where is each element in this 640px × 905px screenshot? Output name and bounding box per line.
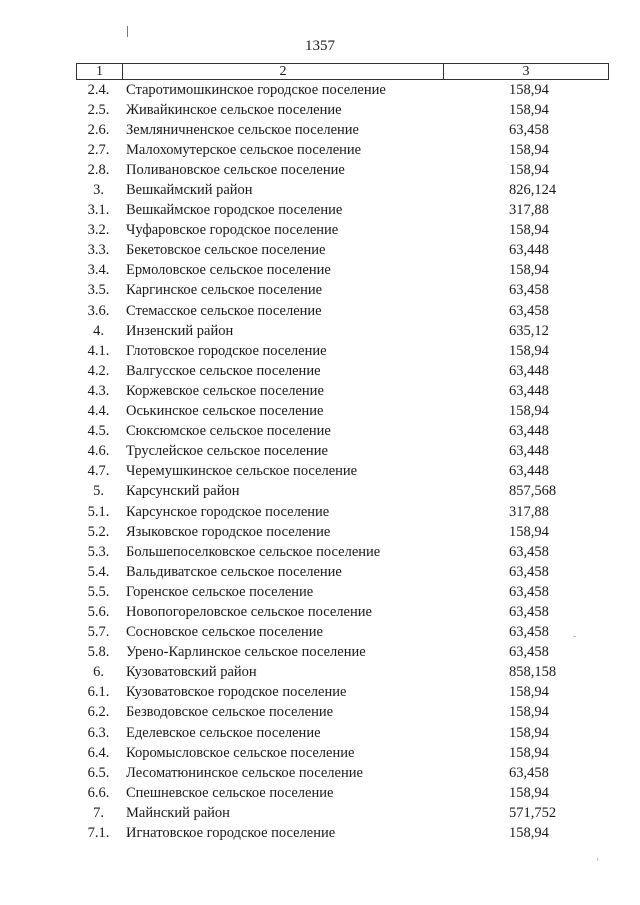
row-name: Новопогореловское сельское поселение: [126, 603, 372, 620]
table-row: [76, 221, 609, 241]
row-value: 158,94: [509, 724, 549, 741]
table-row: [76, 602, 609, 622]
row-number: 3.: [93, 182, 104, 199]
row-number: 5.6.: [87, 603, 110, 620]
row-name: Лесоматюнинское сельское поселение: [126, 764, 363, 781]
row-value: 63,458: [509, 563, 549, 580]
table-row: [76, 100, 609, 120]
row-value: 571,752: [509, 804, 557, 821]
table-row: [76, 402, 609, 422]
row-name: Спешневское сельское поселение: [126, 784, 334, 801]
table-row: [76, 703, 609, 723]
row-name: Инзенский район: [126, 322, 234, 339]
row-name: Коромысловское сельское поселение: [126, 744, 355, 761]
table-row: [76, 301, 609, 321]
row-number: 4.: [93, 322, 104, 339]
row-name: Сосновское сельское поселение: [126, 624, 323, 641]
header-col-3: 3: [522, 63, 530, 79]
row-value: 63,448: [509, 463, 549, 480]
row-name: Оськинское сельское поселение: [126, 403, 324, 420]
scan-mark: [597, 858, 598, 861]
table-row: [76, 823, 609, 843]
row-name: Горенское сельское поселение: [126, 583, 314, 600]
header-col-1: 1: [77, 64, 123, 79]
row-name: Вальдиватское сельское поселение: [126, 563, 342, 580]
row-number: 6.3.: [87, 724, 110, 741]
table-header: [76, 63, 609, 80]
row-name: Ермоловское сельское поселение: [126, 262, 331, 279]
table-body: [76, 80, 609, 844]
row-value: 63,458: [509, 282, 549, 299]
row-number: 5.1.: [87, 503, 110, 520]
row-value: 158,94: [509, 523, 549, 540]
table-row: [76, 783, 609, 803]
row-number: 3.3.: [87, 242, 110, 259]
row-value: 63,458: [509, 543, 549, 560]
row-value: 158,94: [509, 81, 549, 98]
row-name: Валгусское сельское поселение: [126, 362, 321, 379]
row-name: Черемушкинское сельское поселение: [126, 463, 358, 480]
row-name: Карсунское городское поселение: [126, 503, 330, 520]
row-value: 158,94: [509, 161, 549, 178]
scan-mark: [127, 26, 128, 37]
row-name: Живайкинское сельское поселение: [126, 101, 342, 118]
row-name: Коржевское сельское поселение: [126, 382, 324, 399]
row-value: 858,158: [509, 664, 557, 681]
table-row: [76, 422, 609, 442]
scan-mark: [573, 636, 576, 637]
row-value: 63,458: [509, 583, 549, 600]
row-number: 3.6.: [87, 302, 110, 319]
table-row: [76, 683, 609, 703]
table-row: [76, 643, 609, 663]
row-value: 158,94: [509, 704, 549, 721]
row-name: Еделевское сельское поселение: [126, 724, 321, 741]
row-name: Земляничненское сельское поселение: [126, 121, 359, 138]
row-number: 2.6.: [87, 121, 110, 138]
row-number: 2.8.: [87, 161, 110, 178]
table-row: [76, 562, 609, 582]
table-row: [76, 482, 609, 502]
row-name: Стемасское сельское поселение: [126, 302, 322, 319]
row-number: 7.1.: [87, 825, 110, 842]
row-number: 4.1.: [87, 342, 110, 359]
row-number: 2.5.: [87, 101, 110, 118]
row-number: 3.1.: [87, 202, 110, 219]
row-number: 6.5.: [87, 764, 110, 781]
row-value: 63,458: [509, 603, 549, 620]
row-name: Большепоселковское сельское поселение: [126, 543, 381, 560]
table-row: [76, 241, 609, 261]
row-value: 158,94: [509, 784, 549, 801]
table-row: [76, 361, 609, 381]
table-row: [76, 261, 609, 281]
row-name: Труслейское сельское поселение: [126, 443, 328, 460]
table-row: [76, 281, 609, 301]
table-row: [76, 160, 609, 180]
table-row: [76, 502, 609, 522]
row-number: 6.2.: [87, 704, 110, 721]
row-name: Глотовское городское поселение: [126, 342, 327, 359]
table-row: [76, 663, 609, 683]
row-number: 4.5.: [87, 423, 110, 440]
row-name: Языковское городское поселение: [126, 523, 331, 540]
row-value: 317,88: [509, 503, 549, 520]
row-number: 6.6.: [87, 784, 110, 801]
row-name: Малохомутерское сельское поселение: [126, 141, 362, 158]
table-row: [76, 803, 609, 823]
row-value: 158,94: [509, 825, 549, 842]
row-number: 2.4.: [87, 81, 110, 98]
row-value: 63,458: [509, 302, 549, 319]
row-name: Кузоватовский район: [126, 664, 257, 681]
row-name: Карсунский район: [126, 483, 240, 500]
row-number: 3.4.: [87, 262, 110, 279]
row-value: 63,458: [509, 121, 549, 138]
row-number: 5.7.: [87, 624, 110, 641]
row-value: 158,94: [509, 403, 549, 420]
row-number: 3.2.: [87, 222, 110, 239]
row-number: 5.3.: [87, 543, 110, 560]
row-name: Каргинское сельское поселение: [126, 282, 323, 299]
row-name: Майнский район: [126, 804, 230, 821]
row-name: Чуфаровское городское поселение: [126, 222, 339, 239]
table-row: [76, 180, 609, 200]
row-value: 158,94: [509, 101, 549, 118]
row-value: 63,448: [509, 382, 549, 399]
row-value: 857,568: [509, 483, 557, 500]
row-value: 635,12: [509, 322, 549, 339]
table-row: [76, 321, 609, 341]
row-value: 317,88: [509, 202, 549, 219]
table-row: [76, 341, 609, 361]
table-row: [76, 723, 609, 743]
row-value: 63,448: [509, 242, 549, 259]
row-value: 158,94: [509, 744, 549, 761]
table-row: [76, 542, 609, 562]
row-name: Вешкаймский район: [126, 182, 253, 199]
row-name: Урено-Карлинское сельское поселение: [126, 644, 366, 661]
row-number: 6.4.: [87, 744, 110, 761]
row-number: 4.2.: [87, 362, 110, 379]
table-row: [76, 80, 609, 100]
table-row: [76, 623, 609, 643]
row-value: 63,448: [509, 362, 549, 379]
table-row: [76, 381, 609, 401]
row-number: 4.4.: [87, 403, 110, 420]
row-name: Игнатовское городское поселение: [126, 825, 336, 842]
row-number: 2.7.: [87, 141, 110, 158]
row-number: 7.: [93, 804, 104, 821]
table-row: [76, 462, 609, 482]
row-number: 5.: [93, 483, 104, 500]
row-value: 158,94: [509, 222, 549, 239]
row-value: 63,458: [509, 644, 549, 661]
row-value: 63,458: [509, 624, 549, 641]
row-number: 4.6.: [87, 443, 110, 460]
table-row: [76, 582, 609, 602]
row-name: Бекетовское сельское поселение: [126, 242, 326, 259]
row-number: 6.: [93, 664, 104, 681]
row-number: 4.3.: [87, 382, 110, 399]
row-name: Кузоватовское городское поселение: [126, 684, 347, 701]
row-number: 5.8.: [87, 644, 110, 661]
row-name: Вешкаймское городское поселение: [126, 202, 343, 219]
table-row: [76, 201, 609, 221]
row-value: 63,448: [509, 443, 549, 460]
table-row: [76, 140, 609, 160]
row-number: 3.5.: [87, 282, 110, 299]
row-value: 158,94: [509, 141, 549, 158]
table-row: [76, 120, 609, 140]
row-value: 158,94: [509, 684, 549, 701]
table-row: [76, 522, 609, 542]
row-name: Поливановское сельское поселение: [126, 161, 345, 178]
row-name: Сюксюмское сельское поселение: [126, 423, 331, 440]
row-name: Старотимошкинское городское поселение: [126, 81, 386, 98]
row-value: 158,94: [509, 342, 549, 359]
row-value: 826,124: [509, 182, 557, 199]
row-value: 63,448: [509, 423, 549, 440]
table-row: [76, 442, 609, 462]
table-row: [76, 743, 609, 763]
header-col-2: 2: [123, 64, 444, 79]
row-value: 63,458: [509, 764, 549, 781]
page-number: 1357: [305, 38, 335, 54]
row-number: 6.1.: [87, 684, 110, 701]
row-number: 5.4.: [87, 563, 110, 580]
row-name: Безводовское сельское поселение: [126, 704, 334, 721]
row-value: 158,94: [509, 262, 549, 279]
table-row: [76, 763, 609, 783]
row-number: 5.5.: [87, 583, 110, 600]
row-number: 4.7.: [87, 463, 110, 480]
row-number: 5.2.: [87, 523, 110, 540]
